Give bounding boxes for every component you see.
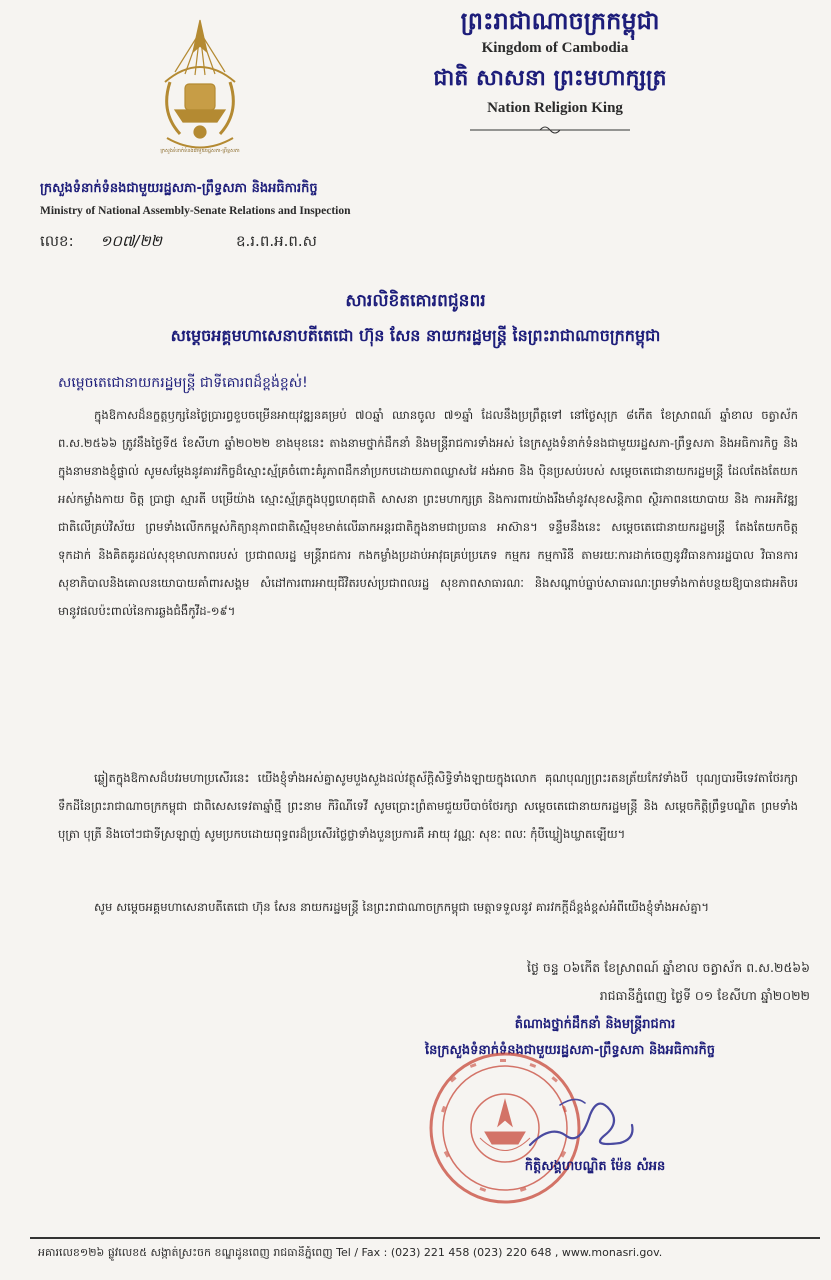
reference-number: ១០៧/២២ <box>100 232 163 250</box>
reference-label: លេខ: <box>40 232 74 250</box>
date-solar: រាជធានីភ្នំពេញ ថ្ងៃទី ០១ ខែសីហា ឆ្នាំ២០២២ <box>599 988 810 1003</box>
reference-dept: ឧ.រ.ព.អ.ព.ស <box>236 232 317 250</box>
salutation: សម្តេចតេជោនាយករដ្ឋមន្ត្រី ជាទីគោរពដ៏ខ្ពង់ខ្ពស់! <box>58 375 308 391</box>
signer-role-line-1: តំណាងថ្នាក់ដឹកនាំ និងមន្ត្រីរាជការ <box>514 1017 676 1032</box>
handwritten-signature <box>520 1075 640 1165</box>
letter-addressee: សម្តេចអគ្គមហាសេនាបតីតេជោ ហ៊ុន សែន នាយករដ្ឋមន្ត្រី នៃព្រះរាជាណាចក្រកម្ពុជា <box>170 326 661 345</box>
signer-name: កិត្តិសង្គហបណ្ឌិត ម៉ែន សំអន <box>524 1159 666 1174</box>
ornament-divider <box>470 124 630 136</box>
kingdom-title-en: Kingdom of Cambodia <box>481 40 629 56</box>
motto-kh: ជាតិ សាសនា ព្រះមហាក្សត្រ <box>433 66 667 91</box>
footer-divider <box>30 1237 820 1239</box>
date-lunar: ថ្ងៃ ចន្ទ ០៦កើត ខែស្រាពណ៍ ឆ្នាំខាល ចត្វាស័ក ព.ស.២៥៦៦ <box>526 960 810 975</box>
ministry-name-kh: ក្រសួងទំនាក់ទំនងជាមួយរដ្ឋសភា-ព្រឹទ្ធសភា និងអធិការកិច្ច <box>40 181 318 196</box>
signer-role-line-2: នៃក្រសួងទំនាក់ទំនងជាមួយរដ្ឋសភា-ព្រឹទ្ធសភា និងអធិការកិច្ច <box>425 1043 715 1058</box>
body-paragraph-1: ក្នុងឱកាសដ៏នក្ខត្តឫក្សនៃថ្ងៃប្រារព្ធខួបចម្រើនអាយុវឌ្ឍនគម្រប់ ៧០ឆ្នាំ ឈានចូល ៧១ឆ្នាំ ដែលនឹងប្រព្រឹត្តទៅ នៅថ្ងៃសុក្រ ៨កើត ខែស្រាពណ៍ ឆ្នាំខាល ចត្វាស័ក ព.ស.២៥៦៦ ត្រូវនឹងថ្ងៃទី៥ ខែសីហា ឆ្នាំ២០២២ ខាងមុខនេះ តាងនាមថ្នាក់ដឹកនាំ និងមន្ត្រីរាជការទាំងអស់ នៃក្រសួងទំនាក់ទំនងជាមួយរដ្ឋសភា-ព្រឹទ្ធសភា និងអធិការកិច្ច និង ក្នុងនាមនាងខ្ញុំផ្ទាល់ សូមសម្តែងនូវគារវកិច្ចដ៏ស្មោះស្ម័គ្រចំពោះគំរូភាពដឹកនាំប្រកបដោយភាពឈ្លាសវៃ អង់អាច និង ប៉ិនប្រសប់របស់ សម្តេចតេជោនាយករដ្ឋមន្ត្រី ដែលតែងតែយកអស់កម្លាំងកាយ ចិត្ត ប្រាជ្ញា ស្មារតី បម្រើយ៉ាង ស្មោះស្ម័គ្រក្នុងបុព្វហេតុជាតិ សាសនា ព្រះមហាក្សត្រ និងការពារយ៉ាងរឹងមាំនូវសុខសន្តិភាព ស្ថិរភាពនយោបាយ និង ការអភិវឌ្ឍជាតិលើគ្រប់វិស័យ ព្រមទាំងលើកកម្ពស់កិត្យានុភាពជាតិស្មើមុខមាត់លើឆាកអន្តរជាតិក្នុងនាមជាប្រធាន អាស៊ាន។ ទន្ទឹមនឹងនេះ សម្តេចតេជោនាយករដ្ឋមន្ត្រី តែងតែយកចិត្តទុកដាក់ និងគិតគូរដល់សុខុមាលភាពរបស់ ប្រជាពលរដ្ឋ មន្ត្រីរាជការ កងកម្លាំងប្រដាប់អាវុធគ្រប់ប្រភេទ កម្មករ កម្មការិនី តាមរយៈការដាក់ចេញនូវវិធានការរដ្ឋបាល វិធានការសុខាភិបាលនិងគោលនយោបាយគាំពារសង្គម សំដៅការពារអាយុជីវិតរបស់ប្រជាពលរដ្ឋ សុខភាពសាធារណៈ និងសណ្តាប់ធ្នាប់សាធារណៈព្រមទាំងកាត់បន្ថយឱ្យបានជាអតិបរមានូវផលប៉ះពាល់នៃការឆ្លងជំងឺកូវីដ-១៩។ <box>58 408 798 618</box>
letter-title: សារលិខិតគោរពជូនពរ <box>345 291 486 311</box>
ministry-emblem <box>145 12 255 162</box>
body-paragraph-3: សូម សម្តេចអគ្គមហាសេនាបតីតេជោ ហ៊ុន សែន នាយករដ្ឋមន្ត្រី នៃព្រះរាជាណាចក្រកម្ពុជា មេត្តាទទួលនូវ គារវកក្តីដ៏ខ្ពង់ខ្ពស់អំពីយើងខ្ញុំទាំងអស់គ្នា។ <box>94 900 709 914</box>
motto-en: Nation Religion King <box>487 100 623 116</box>
emblem-ribbon-text: ក្រសួងទំនាក់ទំនងជាមួយរដ្ឋសភា-ព្រឹទ្ធសភា <box>160 148 240 154</box>
ministry-name-en: Ministry of National Assembly-Senate Relations and Inspection <box>40 205 351 217</box>
kingdom-title-kh: ព្រះរាជាណាចក្រកម្ពុជា <box>460 7 660 35</box>
body-paragraph-2: ឆ្លៀតក្នុងឱកាសដ៏បវរមហាប្រសើរនេះ យើងខ្ញុំទាំងអស់គ្នាសូមបួងសួងដល់វត្ថុស័ក្តិសិទ្ធិទាំងឡាយក្នុងលោក គុណបុណ្យព្រះរតនត្រ័យកែវទាំងបី បុណ្យបារមីទេវតាថែរក្សាទឹកដីនៃព្រះរាជាណាចក្រកម្ពុជា ជាពិសេសទេវតាឆ្នាំថ្មី ព្រះនាម កិរិណីទេវី សូមប្រោះព្រំតាមជួយបីបាច់ថែរក្សា សម្តេចតេជោនាយករដ្ឋមន្ត្រី និង សម្តេចកិត្តិព្រឹទ្ធបណ្ឌិត ព្រមទាំង បុត្រា បុត្រី និងចៅៗជាទីស្រឡាញ់ សូមប្រកបដោយពុទ្ធពរដ៏ប្រសើរថ្លៃថ្លាទាំងបួនប្រការគឺ អាយុ វណ្ណៈ សុខៈ ពលៈ កុំបីឃ្លៀងឃ្លាតឡើយ។ <box>58 771 798 841</box>
footer-address: អគារលេខ១២៦ ផ្លូវលេខ៥ សង្កាត់ស្រះចក ខណ្ឌដូនពេញ រាជធានីភ្នំពេញ Tel / Fax : (023) 221 458 (023) 220 648 , www.monasri.gov. <box>38 1246 663 1259</box>
